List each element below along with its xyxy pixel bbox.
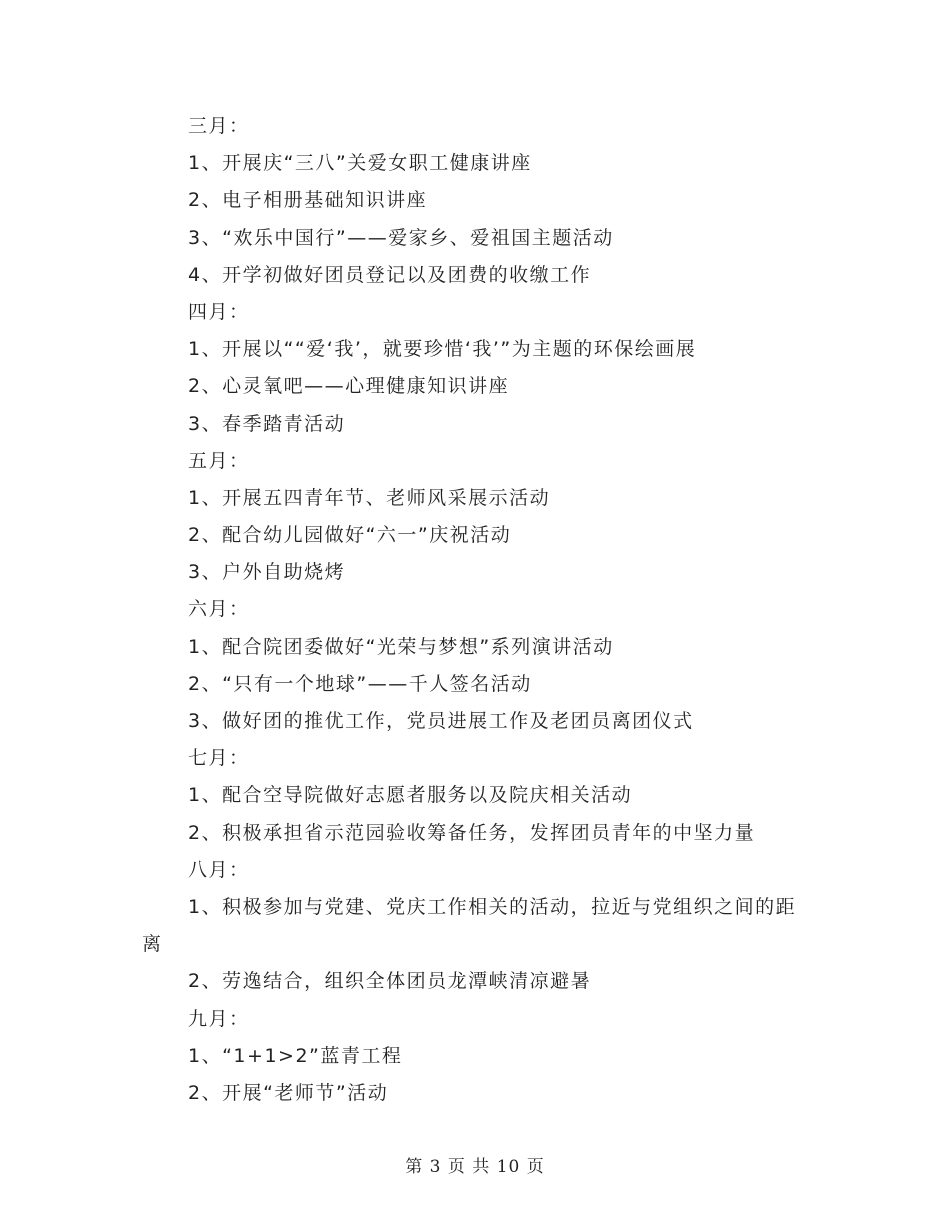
list-item: 1、开展庆“三八”关爱女职工健康讲座 [188,152,532,175]
list-item: 3、春季踏青活动 [188,412,346,435]
list-item: 1、配合院团委做好“光荣与梦想”系列演讲活动 [188,635,614,658]
month-heading-march: 三月： [188,115,250,137]
list-item: 2、开展“老师节”活动 [188,1081,389,1104]
month-heading-may: 五月： [188,449,250,472]
list-item: 3、“欢乐中国行”——爱家乡、爱祖国主题活动 [188,226,614,249]
list-item: 1、开展五四青年节、老师风采展示活动 [188,486,551,509]
list-item: 2、“只有一个地球”——千人签名活动 [188,672,532,695]
month-heading-august: 八月： [188,858,250,881]
list-item: 1、配合空导院做好志愿者服务以及院庆相关活动 [188,784,633,807]
list-item: 1、“1+1>2”蓝青工程 [188,1044,403,1067]
list-item: 2、心灵氧吧——心理健康知识讲座 [188,375,510,398]
list-item: 3、户外自助烧烤 [188,561,346,584]
list-item: 4、开学初做好团员登记以及团费的收缴工作 [188,263,592,286]
list-item: 2、劳逸结合，组织全体团员龙潭峡清凉避暑 [188,970,592,993]
list-item: 2、配合幼儿园做好“六一”庆祝活动 [188,524,512,547]
list-item: 1、积极参加与党建、党庆工作相关的活动，拉近与党组织之间的距离 [142,895,797,956]
page-footer: 第 3 页 共 10 页 [405,1157,545,1177]
month-heading-april: 四月： [188,300,250,323]
list-item: 2、电子相册基础知识讲座 [188,189,428,212]
month-heading-july: 七月： [188,747,250,770]
month-heading-september: 九月： [188,1007,250,1030]
list-item: 1、开展以““爱‘我’，就要珍惜‘我’”为主题的环保绘画展 [188,338,697,361]
document-body [142,108,814,1112]
list-item: 2、积极承担省示范园验收筹备任务，发挥团员青年的中坚力量 [188,821,756,844]
month-heading-june: 六月： [188,598,250,621]
list-item: 3、做好团的推优工作，党员进展工作及老团员离团仪式 [188,710,694,732]
